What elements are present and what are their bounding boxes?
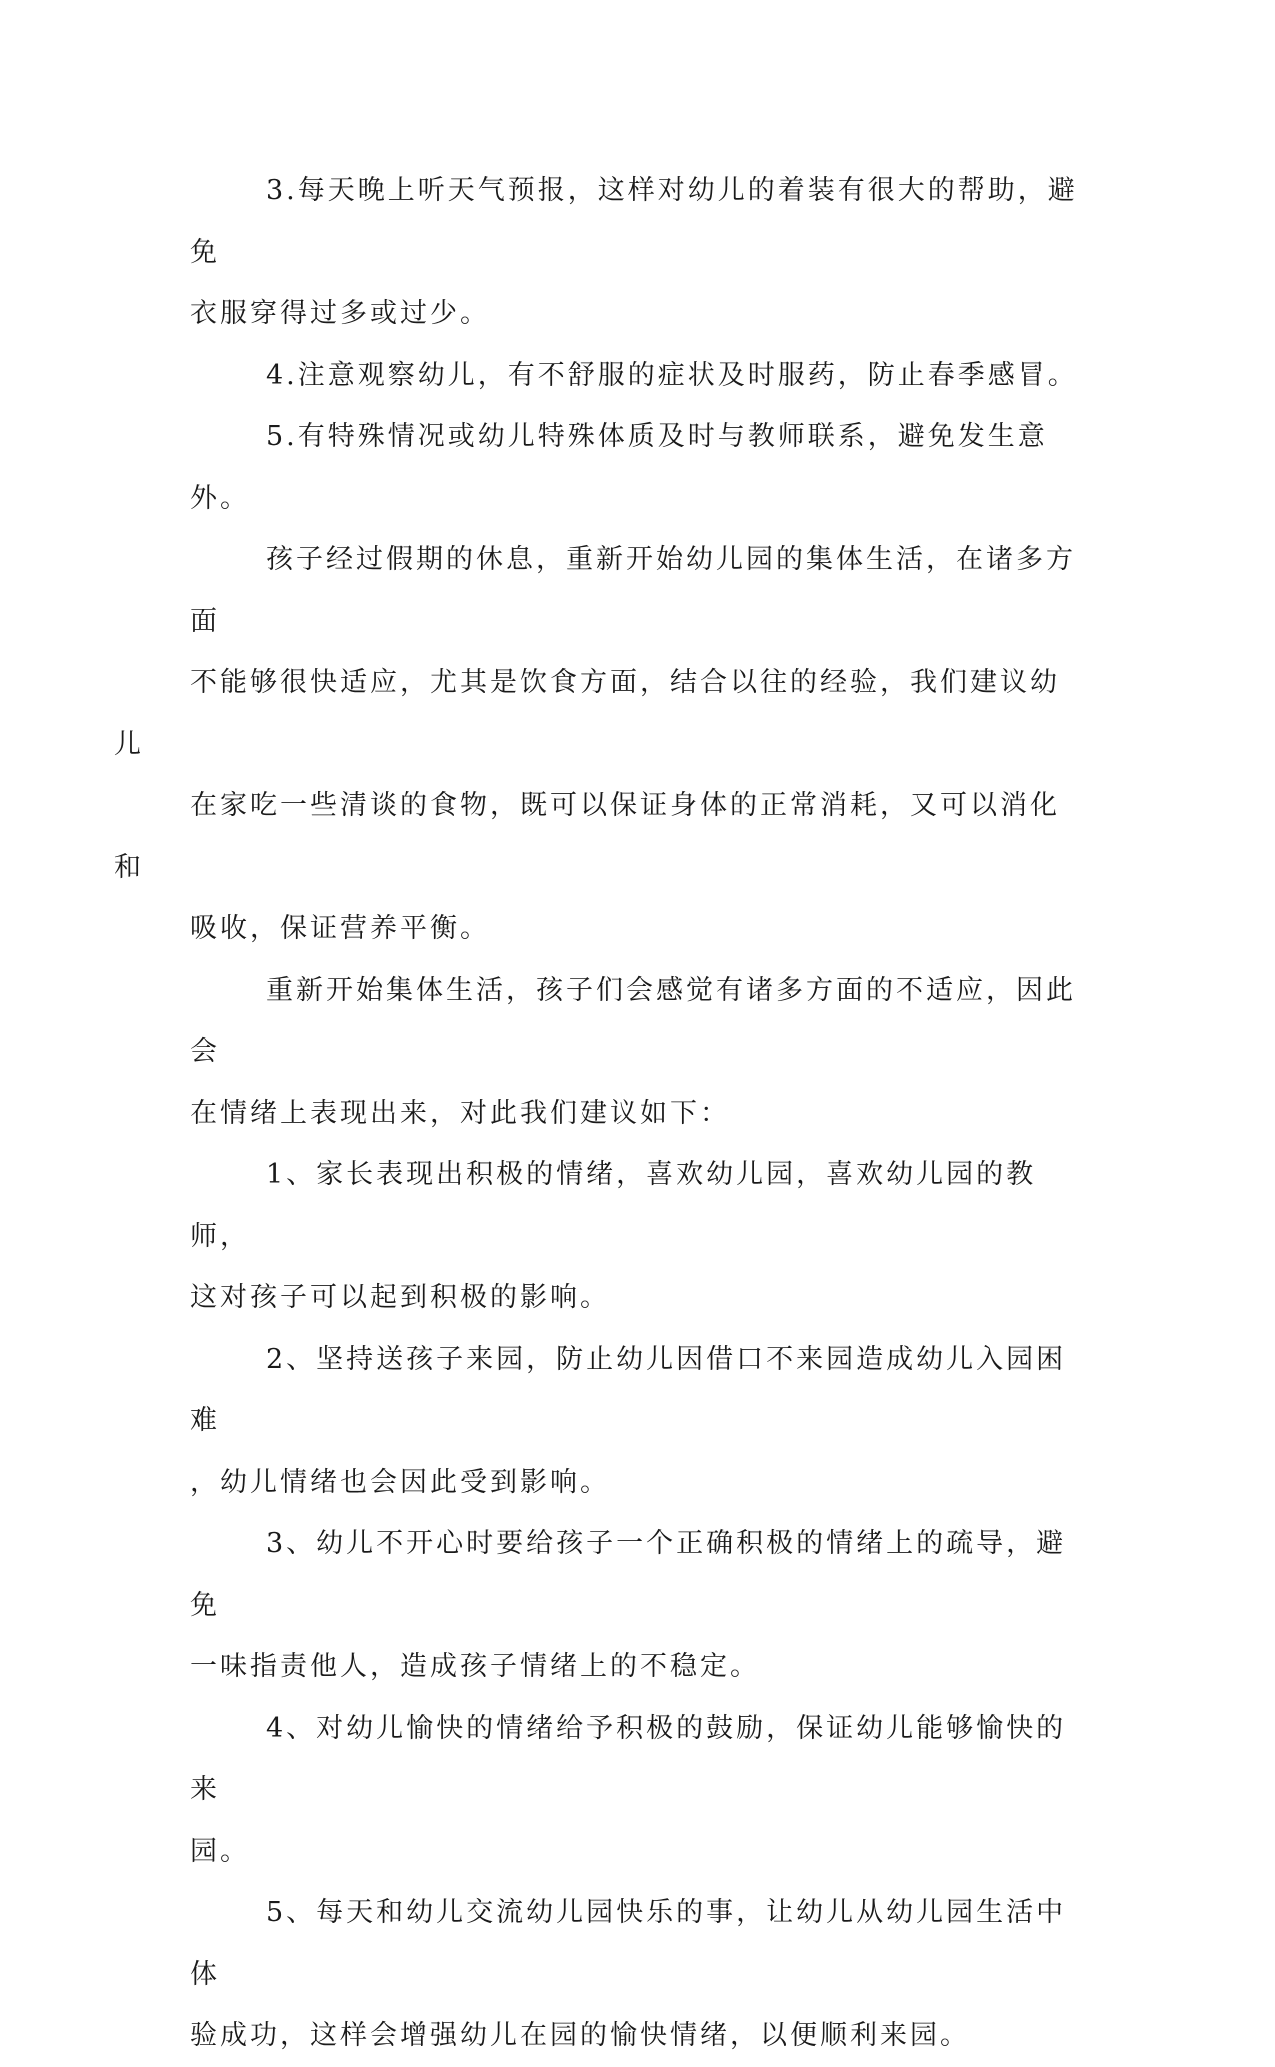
text-line: 5.有特殊情况或幼儿特殊体质及时与教师联系，避免发生意外。 — [190, 421, 1048, 514]
paragraph-item-4 — [190, 1698, 1080, 1883]
text-line: 园。 — [190, 1835, 250, 1867]
paragraph-emotion-intro — [190, 960, 1080, 1145]
text-line: 在情绪上表现出来，对此我们建议如下： — [190, 1097, 730, 1129]
text-line: 衣服穿得过多或过少。 — [190, 298, 490, 329]
paragraph-diet-advice — [114, 529, 1080, 960]
text-line: 一味指责他人，造成孩子情绪上的不稳定。 — [190, 1651, 760, 1682]
text-line: 孩子经过假期的休息，重新开始幼儿园的集体生活，在诸多方面 — [190, 544, 1076, 637]
text-line: 4.注意观察幼儿，有不舒服的症状及时服药，防止春季感冒。 — [266, 359, 1078, 391]
paragraph-weather-forecast — [190, 160, 1080, 345]
text-line: 3.每天晚上听天气预报，这样对幼儿的着装有很大的帮助，避免 — [190, 175, 1078, 268]
text-line: ，幼儿情绪也会因此受到影响。 — [190, 1466, 610, 1498]
paragraph-observe-child — [190, 345, 1080, 407]
text-line: 1、家长表现出积极的情绪，喜欢幼儿园，喜欢幼儿园的教师， — [190, 1159, 1037, 1252]
text-line: 2、坚持送孩子来园，防止幼儿因借口不来园造成幼儿入园困难 — [190, 1343, 1067, 1436]
paragraph-item-5 — [190, 1882, 1080, 2067]
text-line: 在家吃一些清谈的食物，既可以保证身体的正常消耗，又可以消化和 — [114, 790, 1060, 883]
paragraph-contact-teacher — [190, 406, 1080, 529]
paragraph-item-1 — [190, 1144, 1080, 1329]
text-line: 吸收，保证营养平衡。 — [190, 913, 490, 944]
paragraph-item-2 — [190, 1329, 1080, 1514]
text-line: 5、每天和幼儿交流幼儿园快乐的事，让幼儿从幼儿园生活中体 — [190, 1897, 1067, 1990]
text-line: 这对孩子可以起到积极的影响。 — [190, 1282, 610, 1313]
text-line: 不能够很快适应，尤其是饮食方面，结合以往的经验，我们建议幼儿 — [114, 667, 1060, 760]
text-line: 4、对幼儿愉快的情绪给予积极的鼓励，保证幼儿能够愉快的来 — [190, 1712, 1067, 1805]
paragraph-item-3 — [190, 1513, 1080, 1698]
text-line: 3、幼儿不开心时要给孩子一个正确积极的情绪上的疏导，避免 — [190, 1528, 1067, 1621]
text-line: 验成功，这样会增强幼儿在园的愉快情绪，以便顺利来园。 — [190, 2020, 970, 2051]
text-line: 重新开始集体生活，孩子们会感觉有诸多方面的不适应，因此会 — [190, 974, 1076, 1067]
document-body — [114, 160, 1080, 2067]
